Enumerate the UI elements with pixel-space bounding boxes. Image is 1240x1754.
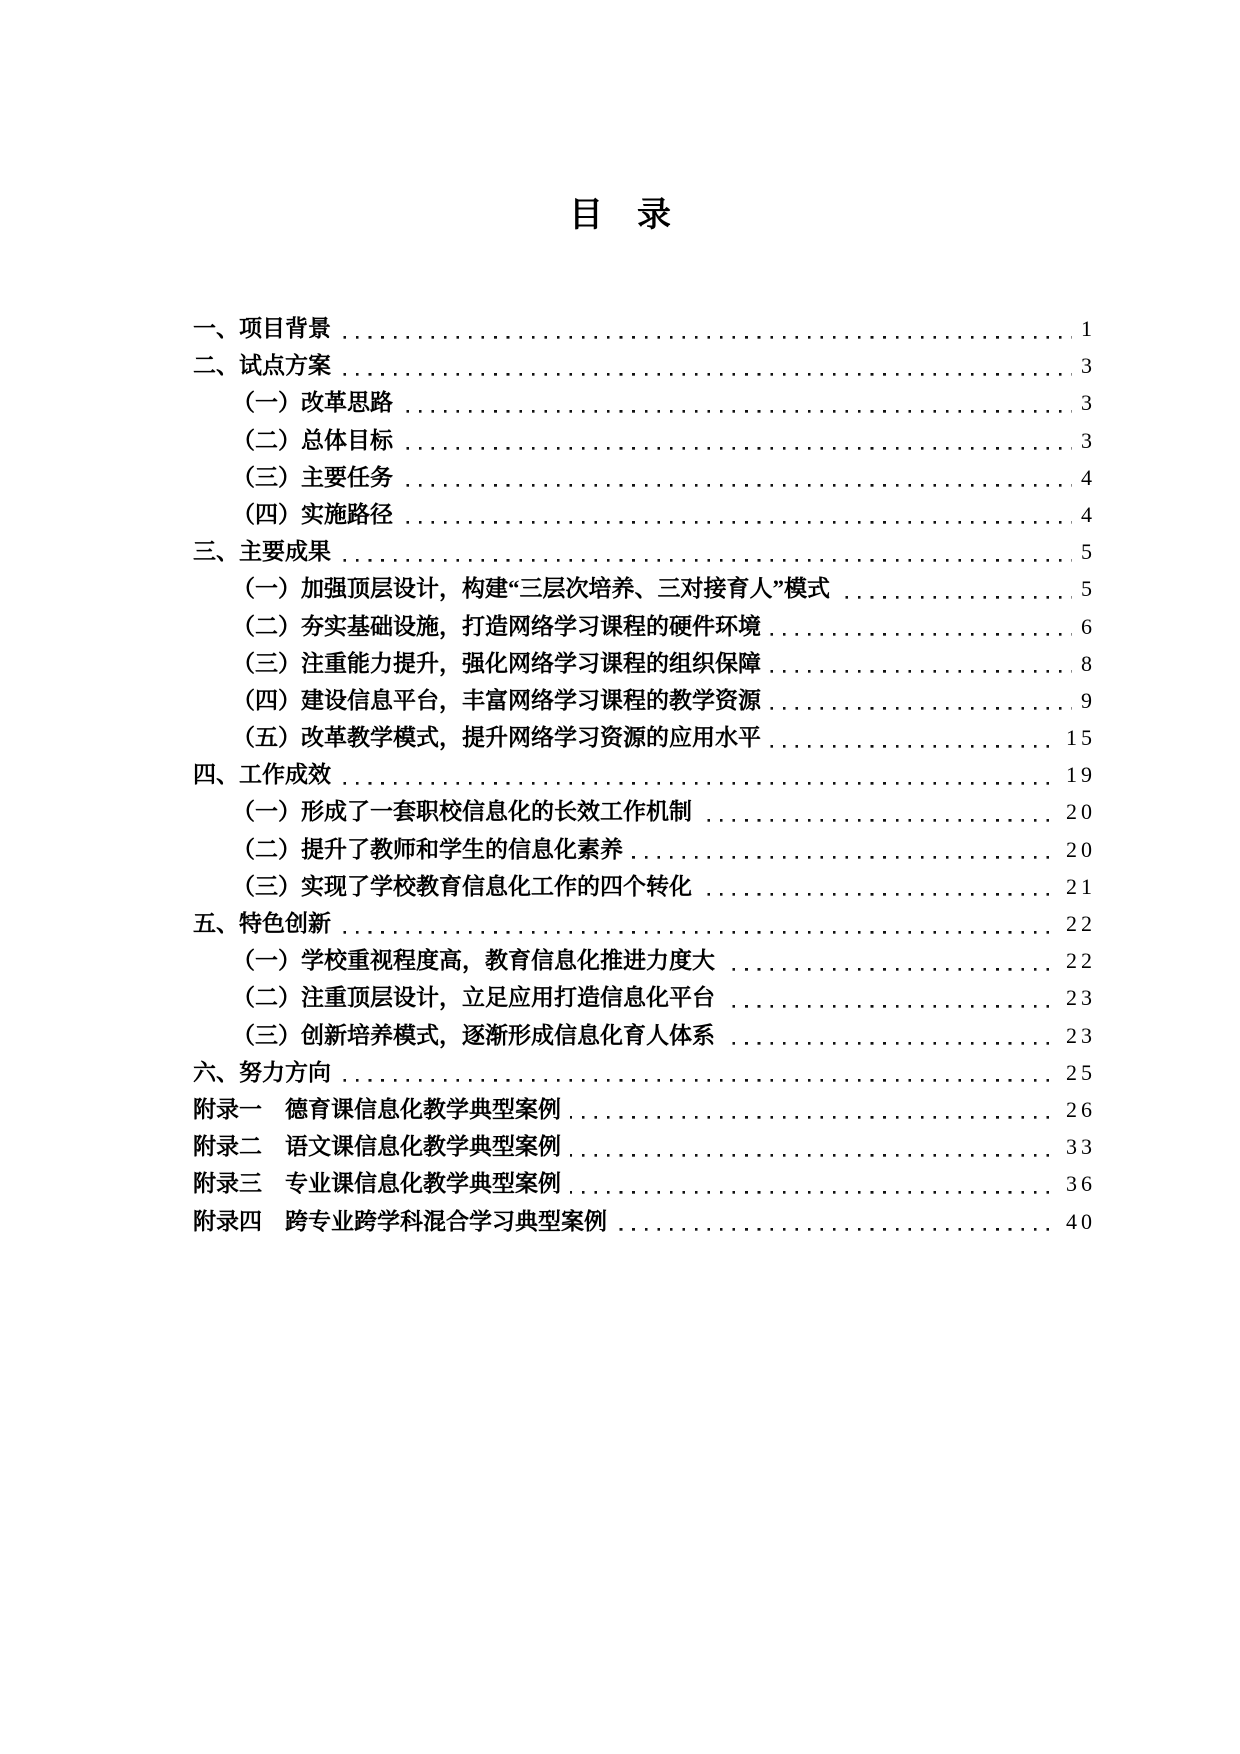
- toc-entry-label: （三）主要任务: [232, 459, 402, 496]
- toc-entry-label: 附录三 专业课信息化教学典型案例: [193, 1165, 570, 1202]
- toc-entry[interactable]: [193, 1165, 1096, 1202]
- toc-entry-label: 二、试点方案: [193, 347, 340, 384]
- toc-entry-indent: [193, 868, 232, 905]
- toc-leader-dots: [724, 1017, 1057, 1054]
- toc-entry[interactable]: [193, 905, 1096, 942]
- toc-entry[interactable]: [193, 1054, 1096, 1091]
- toc-page-number: 22: [1057, 905, 1096, 942]
- toc-entry-indent: [193, 719, 232, 756]
- toc-page-number: 22: [1057, 942, 1096, 979]
- toc-page-number: 23: [1057, 979, 1096, 1016]
- toc-entry[interactable]: [193, 570, 1096, 607]
- toc-entry-label: （二）注重顶层设计，立足应用打造信息化平台: [232, 979, 724, 1016]
- toc-page-number: 5: [1072, 570, 1096, 607]
- toc-entry-indent: [193, 496, 232, 533]
- toc-entry[interactable]: [193, 719, 1096, 756]
- toc-entry-label: （三）注重能力提升，强化网络学习课程的组织保障: [232, 645, 770, 682]
- toc-page-number: 3: [1072, 384, 1096, 421]
- toc-entry-label: （三）创新培养模式，逐渐形成信息化育人体系: [232, 1017, 724, 1054]
- toc-leader-dots: [701, 868, 1057, 905]
- toc-leader-dots: [402, 459, 1072, 496]
- toc-entry[interactable]: [193, 459, 1096, 496]
- toc-leader-dots: [839, 570, 1072, 607]
- toc-entry-label: 四、工作成效: [193, 756, 340, 793]
- toc-entry[interactable]: [193, 310, 1096, 347]
- toc-entry[interactable]: [193, 682, 1096, 719]
- toc-page-number: 3: [1072, 422, 1096, 459]
- toc-entry[interactable]: [193, 608, 1096, 645]
- toc-entry[interactable]: [193, 793, 1096, 830]
- toc-leader-dots: [340, 905, 1057, 942]
- toc-entry-label: 五、特色创新: [193, 905, 340, 942]
- toc-leader-dots: [570, 1165, 1057, 1202]
- toc-page-number: 36: [1057, 1165, 1096, 1202]
- toc-leader-dots: [402, 422, 1072, 459]
- toc-entry-indent: [193, 384, 232, 421]
- toc-entry[interactable]: [193, 645, 1096, 682]
- toc-entry[interactable]: [193, 384, 1096, 421]
- toc-leader-dots: [770, 608, 1072, 645]
- toc-leader-dots: [340, 533, 1072, 570]
- toc-page-number: 20: [1057, 793, 1096, 830]
- toc-page-number: 9: [1072, 682, 1096, 719]
- toc-entry-label: （一）改革思路: [232, 384, 402, 421]
- toc-entry-label: （四）实施路径: [232, 496, 402, 533]
- toc-page-number: 6: [1072, 608, 1096, 645]
- toc-entry[interactable]: [193, 1203, 1096, 1240]
- toc-page-number: 23: [1057, 1017, 1096, 1054]
- toc-entry-indent: [193, 979, 232, 1016]
- toc-entry[interactable]: [193, 347, 1096, 384]
- toc-leader-dots: [770, 645, 1072, 682]
- toc-entry-label: （一）加强顶层设计，构建“三层次培养、三对接育人”模式: [232, 570, 839, 607]
- toc-entry-indent: [193, 682, 232, 719]
- toc-page-number: 40: [1057, 1203, 1096, 1240]
- toc-entry-indent: [193, 608, 232, 645]
- toc-entry-indent: [193, 645, 232, 682]
- toc-entry-label: （一）学校重视程度高，教育信息化推进力度大: [232, 942, 724, 979]
- toc-leader-dots: [701, 793, 1057, 830]
- toc-page-number: 15: [1057, 719, 1096, 756]
- toc-leader-dots: [340, 310, 1072, 347]
- toc-page-number: 25: [1057, 1054, 1096, 1091]
- toc-leader-dots: [632, 831, 1057, 868]
- toc-page-number: 1: [1072, 310, 1096, 347]
- toc-entry-label: 六、努力方向: [193, 1054, 340, 1091]
- toc-entry-indent: [193, 831, 232, 868]
- toc-entry[interactable]: [193, 422, 1096, 459]
- toc-page-number: 8: [1072, 645, 1096, 682]
- toc-leader-dots: [770, 719, 1057, 756]
- toc-entry-label: 三、主要成果: [193, 533, 340, 570]
- toc-leader-dots: [724, 942, 1057, 979]
- toc-entry[interactable]: [193, 1091, 1096, 1128]
- toc-entry-label: 一、项目背景: [193, 310, 340, 347]
- toc-leader-dots: [402, 496, 1072, 533]
- toc-page-number: 4: [1072, 459, 1096, 496]
- toc-entry-label: （四）建设信息平台，丰富网络学习课程的教学资源: [232, 682, 770, 719]
- toc-entry[interactable]: [193, 942, 1096, 979]
- toc-page-number: 3: [1072, 347, 1096, 384]
- toc-page-number: 21: [1057, 868, 1096, 905]
- toc-entry-indent: [193, 942, 232, 979]
- toc-entry-indent: [193, 422, 232, 459]
- toc-entry-indent: [193, 459, 232, 496]
- toc-page-number: 19: [1057, 756, 1096, 793]
- toc-page-number: 4: [1072, 496, 1096, 533]
- toc-list: [193, 310, 1096, 1240]
- toc-entry-indent: [193, 793, 232, 830]
- toc-entry-label: 附录二 语文课信息化教学典型案例: [193, 1128, 570, 1165]
- toc-leader-dots: [616, 1203, 1057, 1240]
- toc-page-number: 20: [1057, 831, 1096, 868]
- toc-leader-dots: [770, 682, 1072, 719]
- toc-leader-dots: [570, 1128, 1057, 1165]
- toc-entry[interactable]: [193, 1017, 1096, 1054]
- toc-entry[interactable]: [193, 868, 1096, 905]
- toc-entry[interactable]: [193, 533, 1096, 570]
- page-title: 目 录: [569, 196, 671, 234]
- toc-entry[interactable]: [193, 979, 1096, 1016]
- toc-entry-label: （二）总体目标: [232, 422, 402, 459]
- toc-entry-label: 附录四 跨专业跨学科混合学习典型案例: [193, 1203, 616, 1240]
- toc-entry-indent: [193, 570, 232, 607]
- toc-page-number: 33: [1057, 1128, 1096, 1165]
- toc-page-number: 5: [1072, 533, 1096, 570]
- toc-entry-label: （二）提升了教师和学生的信息化素养: [232, 831, 632, 868]
- toc-page-number: 26: [1057, 1091, 1096, 1128]
- toc-leader-dots: [724, 979, 1057, 1016]
- toc-entry-label: 附录一 德育课信息化教学典型案例: [193, 1091, 570, 1128]
- toc-leader-dots: [340, 347, 1072, 384]
- toc-entry-label: （一）形成了一套职校信息化的长效工作机制: [232, 793, 701, 830]
- toc-entry-indent: [193, 1017, 232, 1054]
- toc-entry[interactable]: [193, 496, 1096, 533]
- toc-entry[interactable]: [193, 756, 1096, 793]
- toc-entry[interactable]: [193, 1128, 1096, 1165]
- toc-entry-label: （五）改革教学模式，提升网络学习资源的应用水平: [232, 719, 770, 756]
- toc-leader-dots: [340, 756, 1057, 793]
- toc-entry[interactable]: [193, 831, 1096, 868]
- toc-entry-label: （二）夯实基础设施，打造网络学习课程的硬件环境: [232, 608, 770, 645]
- toc-entry-label: （三）实现了学校教育信息化工作的四个转化: [232, 868, 701, 905]
- toc-leader-dots: [570, 1091, 1057, 1128]
- toc-leader-dots: [340, 1054, 1057, 1091]
- toc-leader-dots: [402, 384, 1072, 421]
